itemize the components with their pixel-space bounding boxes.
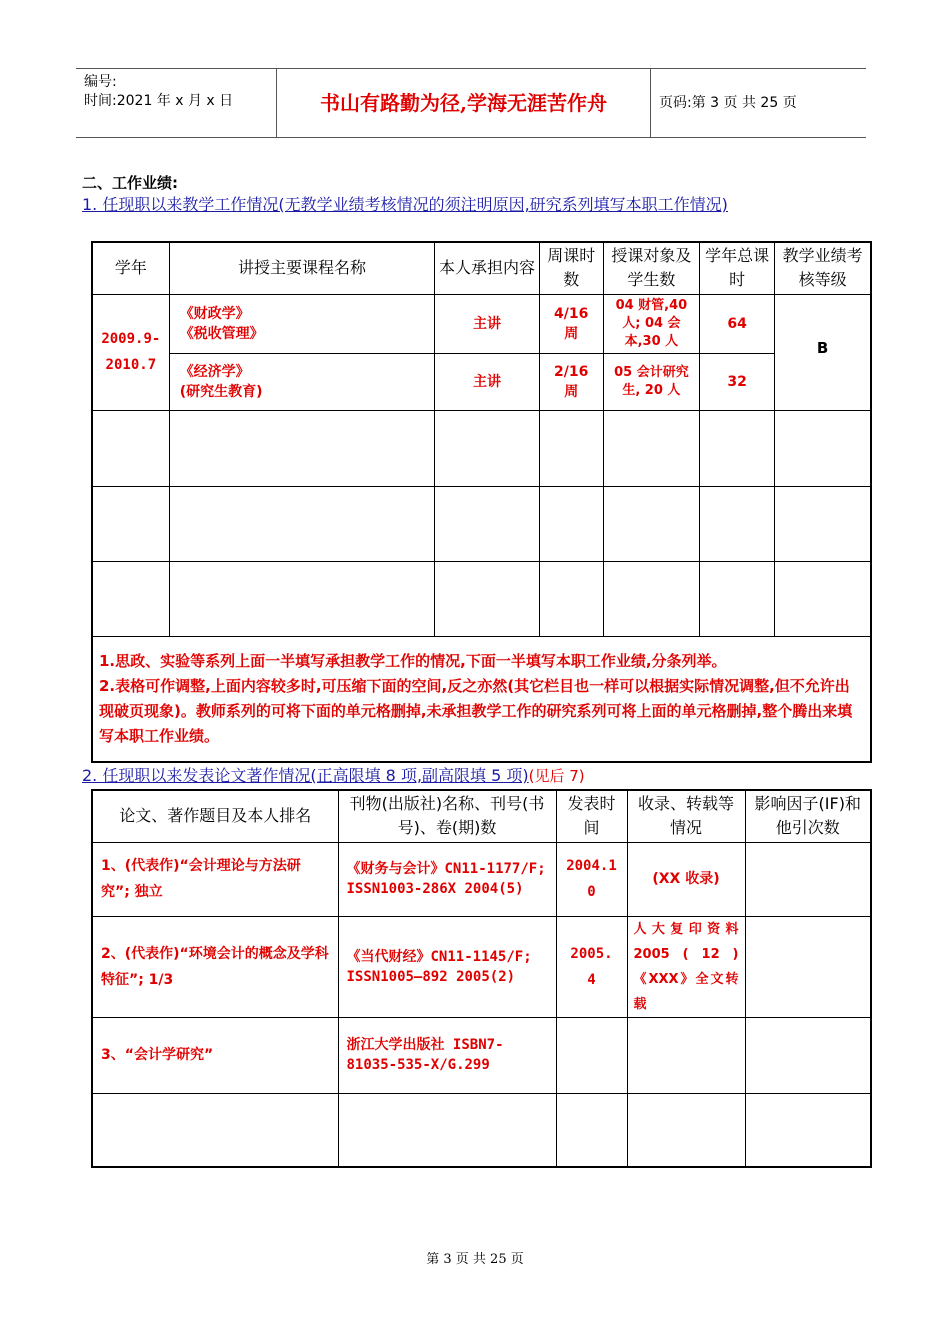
paper-date-cell: 2004.10 (556, 842, 627, 916)
header-cell: 发表时间 (556, 790, 627, 842)
header-motto: 书山有路勤为径,学海无涯苦作舟 (277, 69, 651, 137)
paper-journal-cell: 浙江大学出版社 ISBN7-81035-535-X/G.299 (338, 1017, 556, 1093)
subsection-papers-note: (见后 7) (528, 767, 585, 785)
table-row (92, 1017, 871, 1093)
header-cell: 本人承担内容 (435, 242, 539, 294)
header-cell: 讲授主要课程名称 (169, 242, 435, 294)
header-cell: 刊物(出版社)名称、刊号(书号)、卷(期)数 (338, 790, 556, 842)
paper-title-cell: 1、(代表作)“会计理论与方法研究”; 独立 (92, 842, 338, 916)
teaching-header-row (92, 242, 871, 294)
document-time-label: 时间:2021 年 x 月 x 日 (84, 93, 234, 109)
paper-index-cell: (XX 收录) (627, 842, 745, 916)
header-page-number: 页码:第 3 页 共 25 页 (659, 95, 797, 111)
paper-date-cell: 2005.4 (556, 916, 627, 1017)
header-cell: 教学业绩考核等级 (775, 242, 871, 294)
header-cell: 学年 (92, 242, 169, 294)
section-title: 二、工作业绩: (82, 174, 178, 192)
role-cell: 主讲 (435, 353, 539, 410)
instruction-note-2: 2.表格可作调整,上面内容较多时,可压缩下面的空间,反之亦然(其它栏目也一样可以根据实际情况调整,但不允许出现破页现象)。教师系列的可将下面的单元格删掉,未承担教学工作的研究系列可将上面的单元格删掉,整个腾出来填写本职工作业绩。 (99, 676, 853, 745)
course-name: 《税收管理》 (179, 325, 264, 342)
paper-index-cell (627, 1017, 745, 1093)
table-row (92, 353, 871, 410)
page-header (76, 68, 866, 138)
paper-journal-cell: 《当代财经》CN11-1145/F; ISSN1005—892 2005(2) (338, 916, 556, 1017)
papers-table (91, 789, 872, 1168)
paper-date-cell (556, 1017, 627, 1093)
header-cell: 周课时数 (539, 242, 603, 294)
audience-cell: 04 财管,40 人; 04 会本,30 人 (603, 294, 699, 353)
header-cell: 影响因子(IF)和他引次数 (745, 790, 871, 842)
subsection-papers-title (82, 765, 585, 787)
paper-impact-cell (745, 916, 871, 1017)
course-name: 《经济学》 (179, 363, 250, 380)
header-info (76, 69, 277, 137)
instruction-note-1: 1.思政、实验等系列上面一半填写承担教学工作的情况,下面一半填写本职工作业绩,分条列举。 (99, 651, 727, 670)
paper-impact-cell (745, 842, 871, 916)
table-row (92, 294, 871, 353)
header-cell: 论文、著作题目及本人排名 (92, 790, 338, 842)
empty-row (92, 410, 871, 486)
weekly-hours-cell: 2/16周 (539, 353, 603, 410)
papers-header-row (92, 790, 871, 842)
course-cell (169, 294, 435, 353)
header-cell: 授课对象及学生数 (603, 242, 699, 294)
instruction-row (92, 636, 871, 762)
course-name: (研究生教育) (179, 383, 263, 400)
paper-title-cell: 3、“会计学研究” (92, 1017, 338, 1093)
weekly-hours-cell: 4/16周 (539, 294, 603, 353)
audience-cell: 05 会计研究生, 20 人 (603, 353, 699, 410)
table-row (92, 916, 871, 1017)
total-hours-cell: 32 (700, 353, 775, 410)
empty-row (92, 561, 871, 636)
school-year-cell: 2009.9-2010.7 (92, 294, 169, 410)
subsection-teaching-title: 1. 任现职以来教学工作情况(无教学业绩考核情况的须注明原因,研究系列填写本职工作情况) (82, 195, 728, 214)
paper-journal-cell: 《财务与会计》CN11-1177/F; ISSN1003-286X 2004(5) (338, 842, 556, 916)
empty-row (92, 486, 871, 561)
total-hours-cell: 64 (700, 294, 775, 353)
empty-row (92, 1093, 871, 1167)
paper-index-cell: 人大复印资料 2005 ( 12 ) 《XXX》全文转载 (627, 916, 745, 1017)
document-number-label: 编号: (84, 74, 117, 90)
grade-cell: B (775, 294, 871, 410)
paper-impact-cell (745, 1017, 871, 1093)
course-cell (169, 353, 435, 410)
course-name: 《财政学》 (179, 305, 250, 322)
subsection-papers-text: 2. 任现职以来发表论文著作情况(正高限填 8 项,副高限填 5 项) (82, 766, 529, 785)
role-cell: 主讲 (435, 294, 539, 353)
table-row (92, 842, 871, 916)
page-footer: 第 3 页 共 25 页 (426, 1252, 524, 1267)
paper-title-cell: 2、(代表作)“环境会计的概念及学科特征”; 1/3 (92, 916, 338, 1017)
header-cell: 收录、转载等情况 (627, 790, 745, 842)
header-cell: 学年总课时 (700, 242, 775, 294)
teaching-table (91, 241, 872, 763)
instruction-note (92, 636, 871, 762)
